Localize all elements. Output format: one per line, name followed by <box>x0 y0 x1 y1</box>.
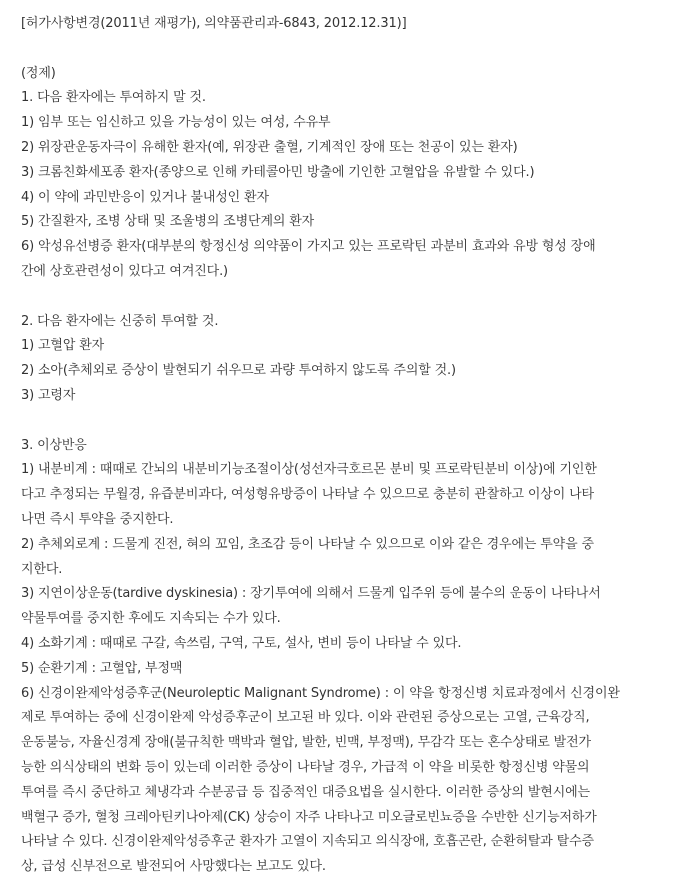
spacer <box>21 285 687 310</box>
contraindication-item: 1) 임부 또는 임신하고 있을 가능성이 있는 여성, 수유부 <box>21 115 331 131</box>
contraindication-item: 5) 간질환자, 조병 상태 및 조울병의 조병단계의 환자 <box>21 214 315 230</box>
caution-item: 2) 소아(추체외로 증상이 발현되기 쉬우므로 과량 투여하지 않도록 주의할 것.) <box>21 363 456 379</box>
document-body <box>21 12 687 880</box>
caution-item: 3) 고령자 <box>21 387 76 403</box>
adverse-line: 5) 순환기계 : 고혈압, 부정맥 <box>21 660 183 676</box>
adverse-line: 4) 소화기계 : 때때로 구갈, 속쓰림, 구역, 구토, 설사, 변비 등이 나타날 수 있다. <box>21 635 462 651</box>
adverse-line: 다고 추정되는 무월경, 유즙분비과다, 여성형유방증이 나타날 수 있으므로 충분히 관찰하고 이상이 나타 <box>21 487 594 503</box>
adverse-line: 운동불능, 자율신경계 장애(불규칙한 맥박과 혈압, 발한, 빈맥, 부정맥), 무감각 또는 혼수상태로 발전가 <box>21 735 591 751</box>
contraindication-item: 4) 이 약에 과민반응이 있거나 불내성인 환자 <box>21 189 269 205</box>
cautions-heading: 2. 다음 환자에는 신중히 투여할 것. <box>21 313 219 329</box>
adverse-line: 제로 투여하는 중에 신경이완제 악성증후군이 보고된 바 있다. 이와 관련된 증상으로는 고열, 근육강직, <box>21 710 590 726</box>
formulation-title: (정제) <box>21 65 56 81</box>
adverse-line: 약물투여를 중지한 후에도 지속되는 수가 있다. <box>21 611 281 627</box>
contraindication-item-continued: 간에 상호관련성이 있다고 여겨진다.) <box>21 263 228 279</box>
adverse-line: 3) 지연이상운동(tardive dyskinesia) : 장기투여에 의해서 드물게 입주위 등에 불수의 운동이 나타나서 <box>21 586 601 602</box>
adverse-reactions-section <box>21 434 687 880</box>
spacer <box>21 409 687 434</box>
contraindication-item: 3) 크롬친화세포종 환자(종양으로 인해 카테콜아민 방출에 기인한 고혈압을 유발할 수 있다.) <box>21 164 535 180</box>
contraindication-item: 2) 위장관운동자극이 유해한 환자(예, 위장관 출혈, 기계적인 장애 또는 천공이 있는 환자) <box>21 139 518 155</box>
spacer <box>21 37 687 62</box>
contraindication-item: 6) 악성유선병증 환자(대부분의 항정신성 의약품이 가지고 있는 프로락틴 과분비 효과와 유방 형성 장애 <box>21 239 596 255</box>
adverse-line: 2) 추체외로계 : 드물게 진전, 혀의 꼬임, 초조감 등이 나타날 수 있으므로 이와 같은 경우에는 투약을 중 <box>21 536 594 552</box>
caution-item: 1) 고혈압 환자 <box>21 338 105 354</box>
contraindications-heading: 1. 다음 환자에는 투여하지 말 것. <box>21 90 206 106</box>
cautions-section <box>21 310 687 409</box>
adverse-line: 지한다. <box>21 561 63 577</box>
adverse-reactions-heading: 3. 이상반응 <box>21 437 87 453</box>
adverse-line: 6) 신경이완제악성증후군(Neuroleptic Malignant Syndrome) : 이 약을 항정신병 치료과정에서 신경이완 <box>21 685 620 701</box>
adverse-line: 나타날 수 있다. 신경이완제악성증후군 환자가 고열이 지속되고 의식장애, 호흡곤란, 순환허탈과 탈수증 <box>21 834 594 850</box>
adverse-line: 나면 즉시 투약을 중지한다. <box>21 511 174 527</box>
adverse-line: 1) 내분비계 : 때때로 간뇌의 내분비기능조절이상(성선자극호르몬 분비 및 프로락틴분비 이상)에 기인한 <box>21 462 597 478</box>
adverse-line: 투여를 즉시 중단하고 체냉각과 수분공급 등 집중적인 대증요법을 실시한다. 이러한 증상의 발현시에는 <box>21 784 590 800</box>
contraindications-section <box>21 62 687 285</box>
adverse-line: 능한 의식상태의 변화 등이 있는데 이러한 증상이 나타날 경우, 가급적 이 약을 비롯한 항정신병 약물의 <box>21 759 590 775</box>
adverse-line: 상, 급성 신부전으로 발전되어 사망했다는 보고도 있다. <box>21 859 326 875</box>
adverse-line: 백혈구 증가, 혈청 크레아틴키나아제(CK) 상승이 자주 나타나고 미오글로빈뇨증을 수반한 신기능저하가 <box>21 809 597 825</box>
revision-header: [허가사항변경(2011년 재평가), 의약품관리과-6843, 2012.12.31)] <box>21 16 407 31</box>
